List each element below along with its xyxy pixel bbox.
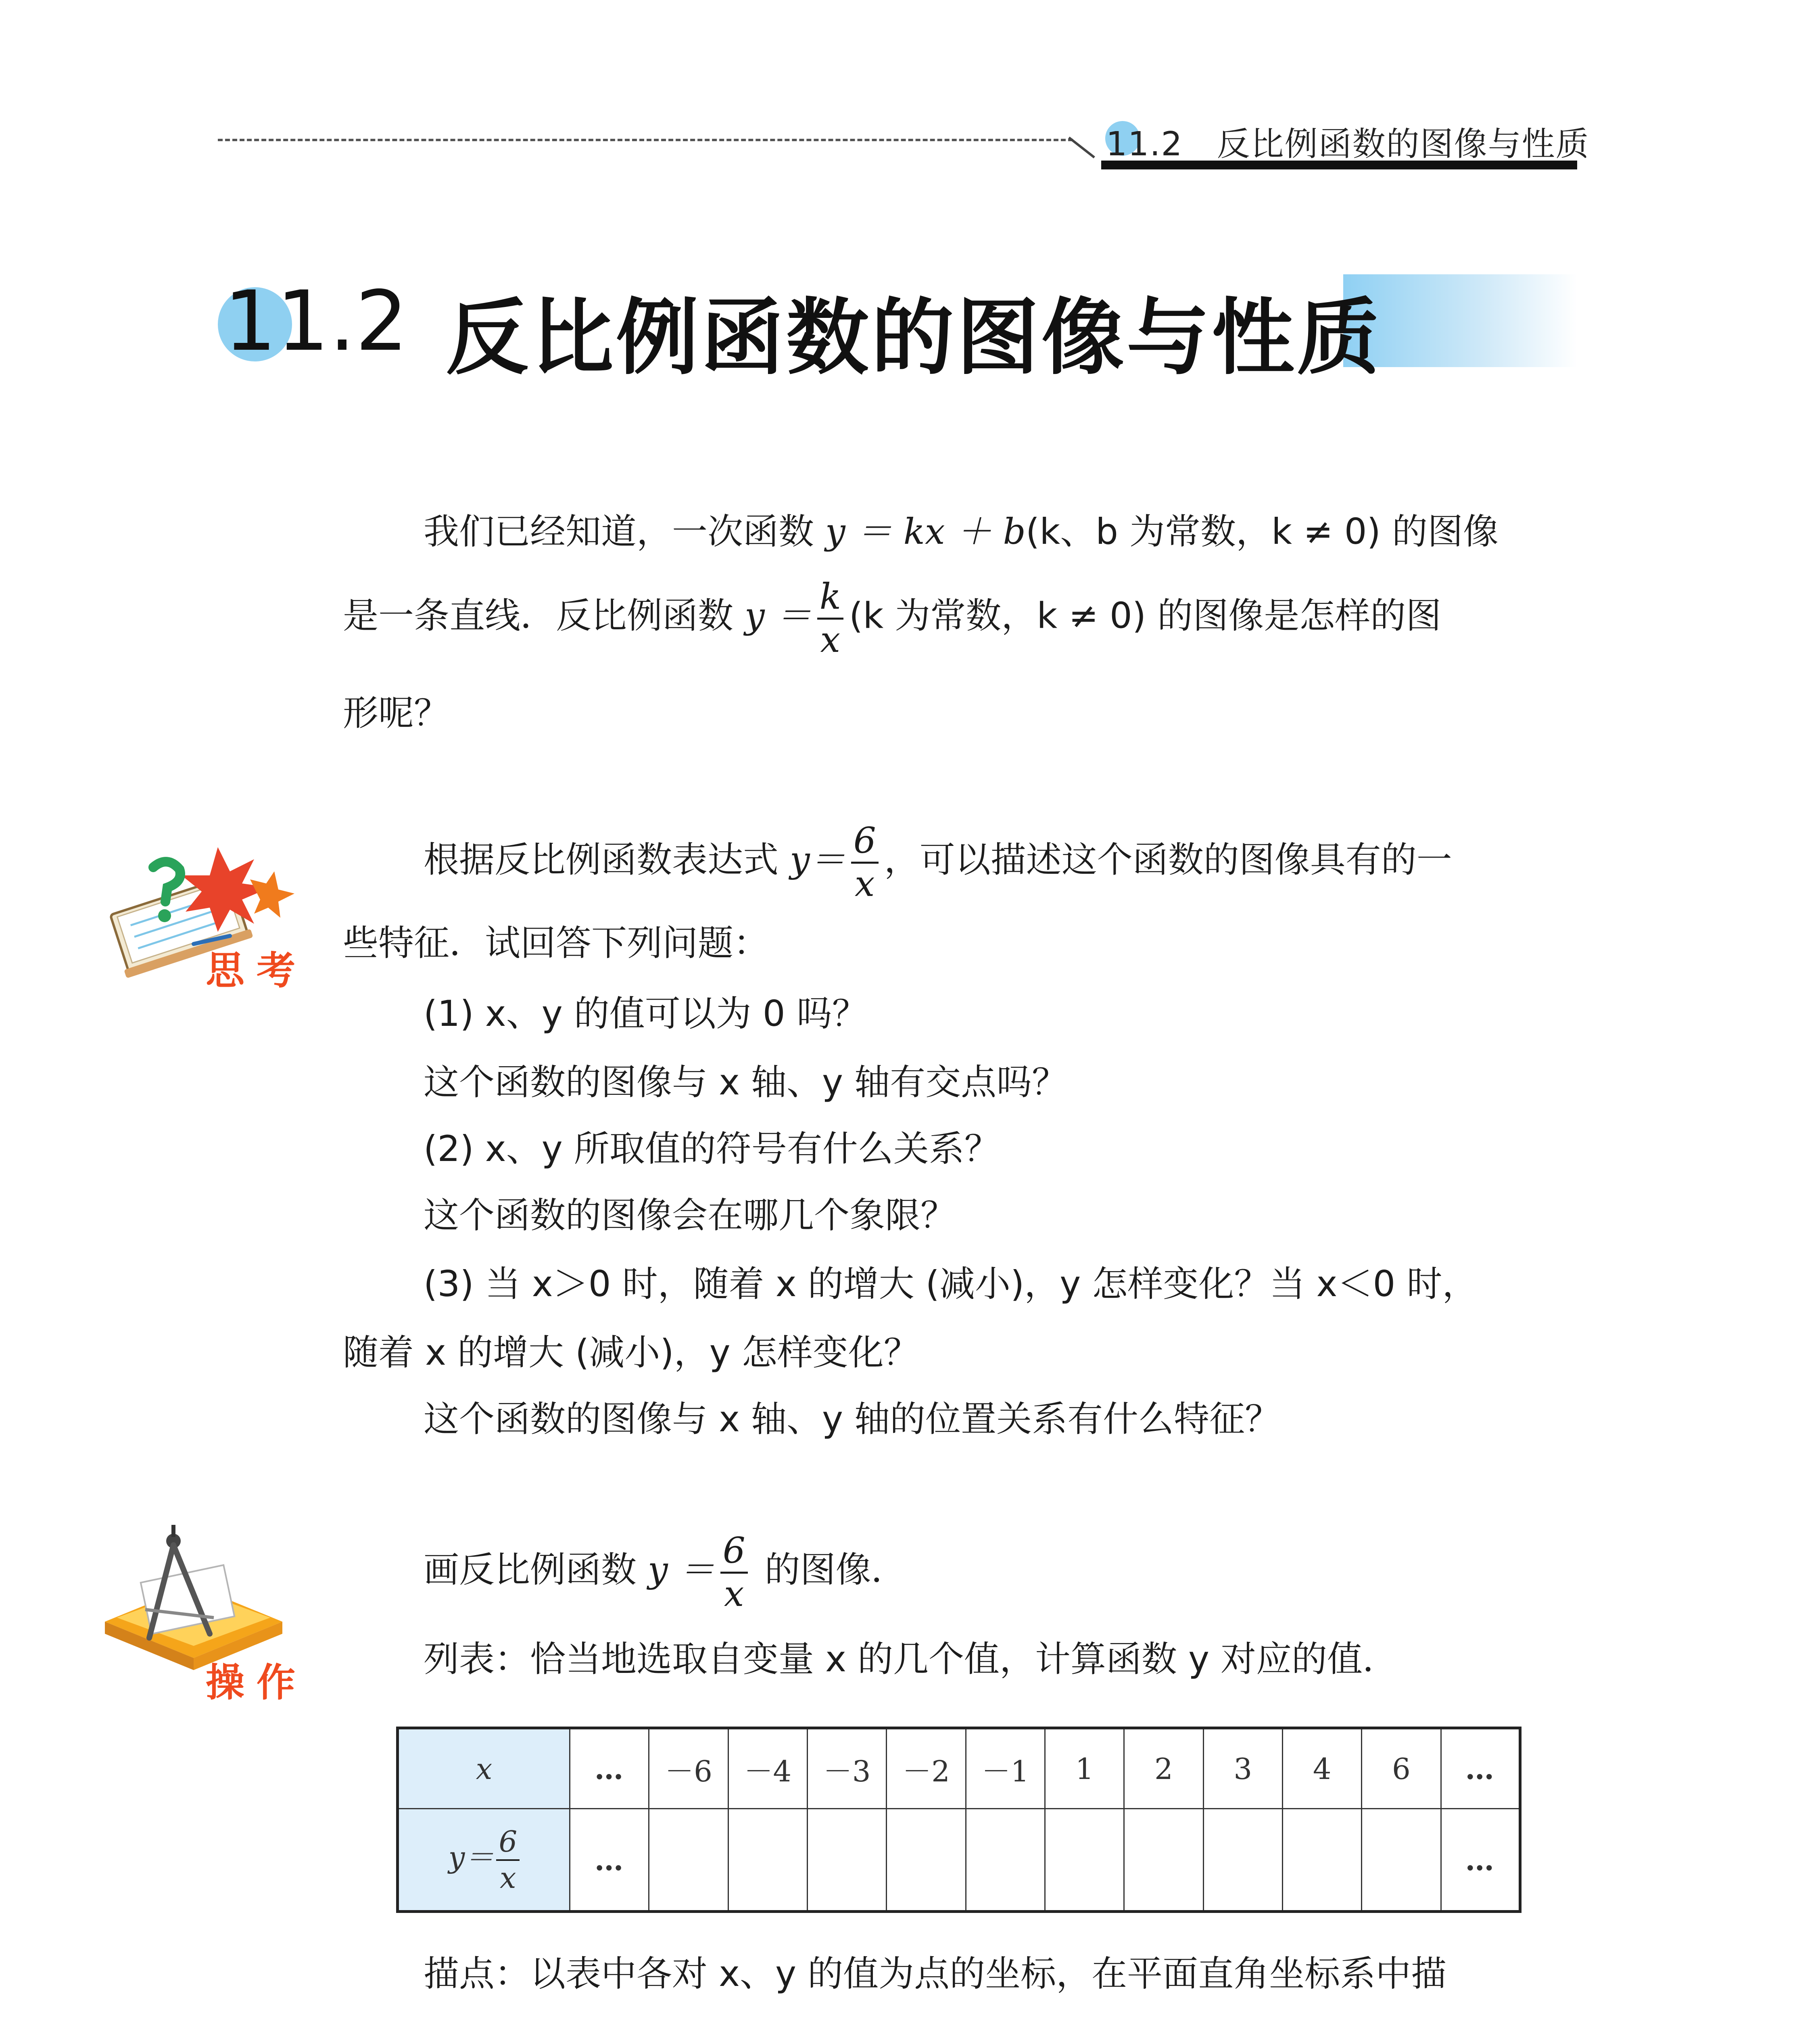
question-1b: 这个函数的图像与 x 轴、y 轴有交点吗？ — [424, 1061, 1068, 1103]
operate-line-2: 列表：恰当地选取自变量 x 的几个值，计算函数 y 对应的值． — [424, 1638, 1398, 1680]
table-cell — [1362, 1809, 1441, 1912]
question-2b: 这个函数的图像会在哪几个象限？ — [424, 1194, 956, 1236]
table-cell: －6 — [649, 1728, 728, 1809]
intro-line-1: 我们已经知道，一次函数 y ＝ kx ＋ b(k、b 为常数，k ≠ 0) 的图像 — [424, 511, 1499, 552]
question-1: (1) x、y 的值可以为 0 吗？ — [424, 993, 868, 1034]
header-slant-rule — [1068, 137, 1095, 159]
table-cell: －2 — [887, 1728, 966, 1809]
table-cell: －1 — [966, 1728, 1045, 1809]
step-plot-line-1: 描点：以表中各对 x、y 的值为点的坐标，在平面直角坐标系中描 — [424, 1953, 1447, 1994]
table-cell: 1 — [1045, 1728, 1124, 1809]
table-cell — [807, 1809, 886, 1912]
table-row-y — [398, 1809, 1520, 1912]
table-header-y: y＝ $\frac{6}{x}$ — [398, 1809, 570, 1912]
fraction-6-over-x: $\frac{6}{x}$ — [851, 823, 879, 902]
value-table — [396, 1727, 1522, 1913]
table-cell: … — [1441, 1728, 1520, 1809]
question-3b: 随着 x 的增大 (减小)，y 怎样变化？ — [343, 1332, 919, 1373]
table-cell: 2 — [1124, 1728, 1203, 1809]
fraction-6-over-x: $\frac{6}{x}$ — [720, 1533, 748, 1612]
table-header-x: x — [398, 1728, 570, 1809]
question-3: (3) 当 x＞0 时，随着 x 的增大 (减小)，y 怎样变化？当 x＜0 时， — [424, 1263, 1478, 1305]
table-cell — [1282, 1809, 1361, 1912]
section-title: 反比例函数的图像与性质 — [446, 290, 1382, 386]
table-cell — [887, 1809, 966, 1912]
table-cell: … — [1441, 1809, 1520, 1912]
intro-line-2: 是一条直线．反比例函数 y ＝ $\frac{k}{x}$ (k 为常数，k ≠ 0) 的图像是怎样的图 — [343, 576, 1442, 660]
table-cell: 4 — [1282, 1728, 1361, 1809]
table-cell — [728, 1809, 807, 1912]
table-cell — [1203, 1809, 1282, 1912]
operate-label: 操作 — [206, 1660, 307, 1705]
question-3c: 这个函数的图像与 x 轴、y 轴的位置关系有什么特征？ — [424, 1398, 1281, 1440]
table-cell: －3 — [807, 1728, 886, 1809]
question-2: (2) x、y 所取值的符号有什么关系？ — [424, 1128, 1000, 1169]
header-dashed-rule — [218, 139, 1073, 141]
table-cell — [966, 1809, 1045, 1912]
fraction-6-over-x: $\frac{6}{x}$ — [496, 1827, 520, 1892]
think-line-2: 些特征．试回答下列问题： — [343, 922, 769, 964]
table-cell — [649, 1809, 728, 1912]
table-cell — [1124, 1809, 1203, 1912]
think-line-1: 根据反比例函数表达式 y＝ $\frac{6}{x}$ ，可以描述这个函数的图像具有的一 — [424, 820, 1452, 904]
table-cell: … — [570, 1809, 649, 1912]
table-cell — [1045, 1809, 1124, 1912]
running-header-title: 11.2 反比例函数的图像与性质 — [1106, 125, 1590, 163]
fraction-k-over-x: $\frac{k}{x}$ — [817, 579, 843, 658]
table-row-x — [398, 1728, 1520, 1809]
intro-line-3: 形呢？ — [343, 692, 450, 734]
table-cell: 3 — [1203, 1728, 1282, 1809]
table-cell: －4 — [728, 1728, 807, 1809]
think-label: 思考 — [206, 948, 307, 993]
section-number: 11.2 — [224, 274, 408, 370]
table-cell: 6 — [1362, 1728, 1441, 1809]
table-cell: … — [570, 1728, 649, 1809]
operate-line-1: 画反比例函数 y ＝ $\frac{6}{x}$ 的图像． — [424, 1530, 907, 1614]
